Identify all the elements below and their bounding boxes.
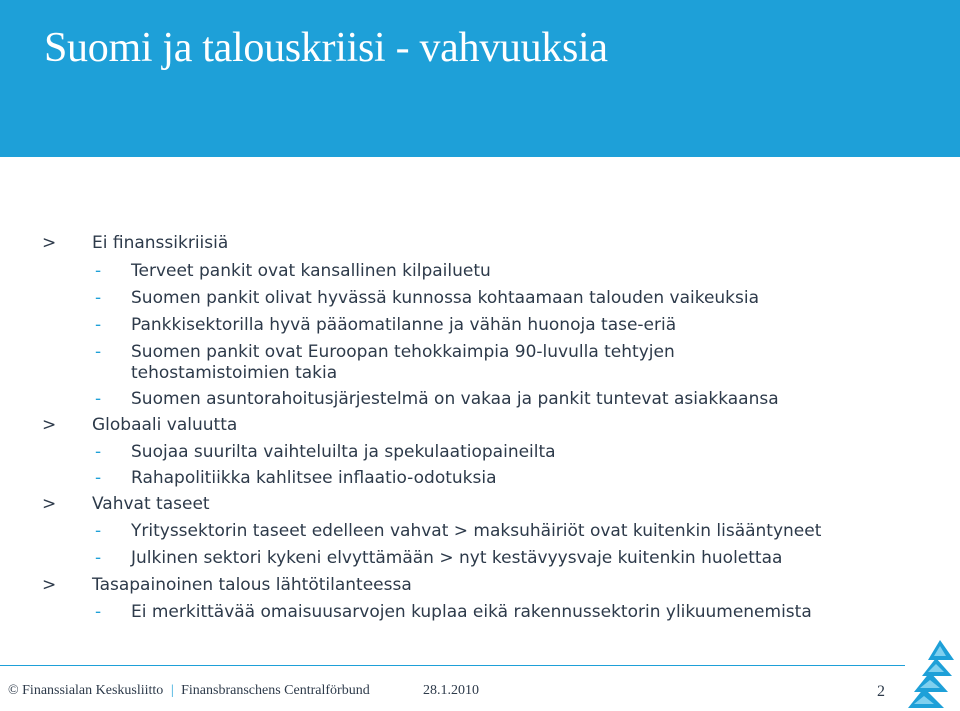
bullet-text: Tasapainoinen talous lähtötilanteessa xyxy=(92,575,412,595)
bullet-text: Suomen asuntorahoitusjärjestelmä on vakaa ja pankit tuntevat asiakkaansa xyxy=(131,389,779,409)
dash-marker: - xyxy=(95,442,102,462)
dash-marker: - xyxy=(95,342,102,362)
bullet-level2 xyxy=(95,288,760,309)
bullet-marker: > xyxy=(42,575,57,595)
bullet-marker: > xyxy=(42,494,57,514)
bullet-text-line: tehostamistoimien takia xyxy=(131,363,338,383)
bullet-text: Ei finanssikriisiä xyxy=(92,233,229,253)
org-name-sv: Finansbranschens Centralförbund xyxy=(181,683,370,698)
bullet-marker: > xyxy=(42,415,57,435)
page-number: 2 xyxy=(877,683,885,700)
dash-marker: - xyxy=(95,468,102,488)
bullet-text-line: Suomen pankit ovat Euroopan tehokkaimpia 90-luvulla tehtyjen xyxy=(131,342,675,362)
bullet-text: Terveet pankit ovat kansallinen kilpailuetu xyxy=(131,261,491,281)
bullet-text: Ei merkittävää omaisuusarvojen kuplaa eikä rakennussektorin ylikuumenemista xyxy=(131,602,812,622)
bullet-level1 xyxy=(42,575,412,595)
bullet-level2 xyxy=(95,521,822,542)
bullet-level2 xyxy=(95,342,675,384)
bullet-text: Julkinen sektori kykeni elvyttämään > nyt kestävyysvaje kuitenkin huolettaa xyxy=(131,548,783,568)
dash-marker: - xyxy=(95,389,102,409)
bullet-text: Suojaa suurilta vaihteluilta ja spekulaatiopaineilta xyxy=(131,442,556,462)
footer-separator: | xyxy=(170,683,174,698)
bullet-text: Suomen pankit olivat hyvässä kunnossa kohtaamaan talouden vaikeuksia xyxy=(131,288,760,308)
dash-marker: - xyxy=(95,261,102,281)
org-name-fi: Finanssialan Keskusliitto xyxy=(22,683,164,698)
dash-marker: - xyxy=(95,315,102,335)
bullet-text: Rahapolitiikka kahlitsee inflaatio-odotuksia xyxy=(131,468,497,488)
bullet-level2 xyxy=(95,442,556,463)
dash-marker: - xyxy=(95,548,102,568)
title-banner xyxy=(0,0,960,157)
bullet-level1 xyxy=(42,415,238,435)
footer-org xyxy=(8,683,370,699)
bullet-level2 xyxy=(95,389,779,410)
bullet-text: Globaali valuutta xyxy=(92,415,238,435)
bullet-level2 xyxy=(95,548,783,569)
slide-title: Suomi ja talouskriisi - vahvuuksia xyxy=(44,25,608,71)
bullet-text: Yrityssektorin taseet edelleen vahvat > maksuhäiriöt ovat kuitenkin lisääntyneet xyxy=(131,521,822,541)
dash-marker: - xyxy=(95,602,102,622)
dash-marker: - xyxy=(95,288,102,308)
bullet-text: Vahvat taseet xyxy=(92,494,210,514)
bullet-level2 xyxy=(95,261,491,282)
bullet-marker: > xyxy=(42,233,57,253)
footer-divider xyxy=(0,665,905,666)
bullet-level1 xyxy=(42,233,229,253)
bullet-level2 xyxy=(95,315,677,336)
tree-logo-icon xyxy=(906,638,958,710)
copyright-symbol: © xyxy=(8,683,19,698)
dash-marker: - xyxy=(95,521,102,541)
footer-date: 28.1.2010 xyxy=(423,683,479,698)
bullet-level2 xyxy=(95,468,497,489)
bullet-text: Pankkisektorilla hyvä pääomatilanne ja vähän huonoja tase-eriä xyxy=(131,315,677,335)
bullet-level1 xyxy=(42,494,210,514)
bullet-level2 xyxy=(95,602,812,623)
